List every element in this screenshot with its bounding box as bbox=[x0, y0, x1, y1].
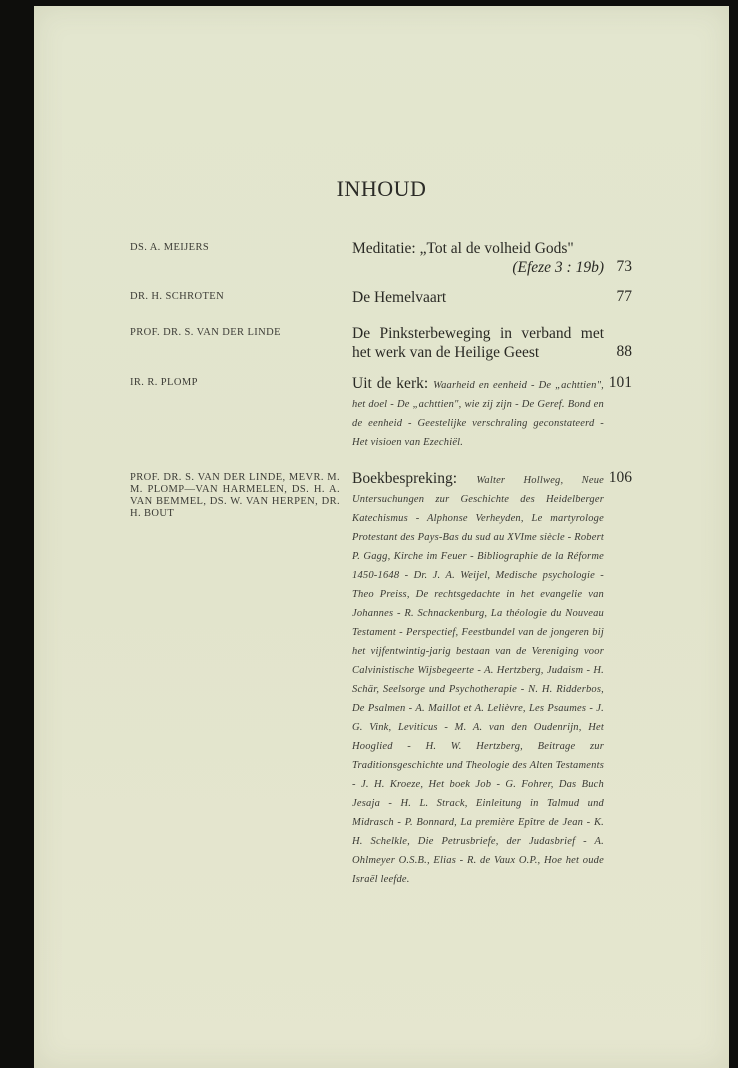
entry-author: DS. A. MEIJERS bbox=[130, 242, 210, 253]
entry-heading: Boekbespreking: bbox=[352, 470, 458, 487]
entry-page-number: 101 bbox=[608, 374, 632, 391]
entry-author: DR. H. SCHROTEN bbox=[130, 291, 225, 302]
entry-author: PROF. DR. S. VAN DER LINDE bbox=[130, 327, 281, 338]
entry-reference: (Efeze 3 : 19b) bbox=[512, 259, 604, 276]
entry-heading: Uit de kerk: bbox=[352, 375, 429, 392]
entry-detail: Walter Hollweg, Neue Untersuchungen zur Geschichte des Heidelberger Katechismus - Alphonse Verheyden, Le martyrologe Protestant des Pays-Bas du sud au XVIme siècle - Robert P. Gagg, Kirche im Feuer - Bibliographie de la Réforme 1450-1648 - Dr. J. A. Weijel, Medische psychologie - Theo Preiss, De rechtsgedachte in het evangelie van Johannes - R. Schnackenburg, La théologie du Nouveau Testament - Perspectief, Feestbundel van de jongeren bij het vijfentwintig-jarig bestaan van de Vereniging voor Calvinistische Wijsbegeerte - A. Hertzberg, Judaism - H. Schär, Seelsorge und Psychotherapie - N. H. Ridderbos, De Psalmen - A. Maillot et A. Lelièvre, Les Psaumes - J. G. Vink, Leviticus - M. A. van den Oudenrijn, Het Hooglied - H. W. Hertzberg, Beitrage zur Traditionsgeschichte und Theologie des Alten Testaments - J. H. Kroeze, Het boek Job - G. Fohrer, Das Buch Jesaja - H. L. Strack, Einleitung in Talmud und Midrasch - P. Bonnard, La première Epître de Jean - K. H. Schelkle, Die Petrusbriefe, der Judasbrief - A. Ohlmeyer O.S.B., Elias - R. de Vaux O.P., Hoe het oude Israël leefde. bbox=[352, 475, 604, 885]
entry-content bbox=[352, 469, 604, 887]
entry-page-number: 106 bbox=[608, 469, 632, 486]
entry-content bbox=[352, 288, 604, 307]
entry-page-number: 77 bbox=[616, 288, 632, 305]
entry-page-number: 88 bbox=[616, 343, 632, 360]
document-page bbox=[34, 6, 729, 1068]
entry-detail: Waarheid en eenheid - De „achttien", het doel - De „achttien", wie zij zijn - De Geref. Bond en de eenheid - Geestelijke verschraling geconstateerd - Het visioen van Ezechiël. bbox=[352, 380, 604, 448]
entry-author: PROF. DR. S. VAN DER LINDE, MEVR. M. M. PLOMP—VAN HARMELEN, DS. H. A. VAN BEMMEL, DS. W. VAN HERPEN, DR. H. BOUT bbox=[130, 472, 340, 519]
entry-author: IR. R. PLOMP bbox=[130, 377, 198, 388]
entry-content bbox=[352, 239, 604, 277]
entry-heading: Meditatie: „Tot al de volheid Gods" bbox=[352, 240, 574, 257]
entry-heading: De Hemelvaart bbox=[352, 289, 447, 306]
entry-page-number: 73 bbox=[616, 258, 632, 275]
page-title: INHOUD bbox=[336, 176, 427, 201]
entry-heading: De Pinksterbeweging in verband met het werk van de Heilige Geest bbox=[352, 325, 604, 361]
entry-content bbox=[352, 374, 604, 450]
entry-content bbox=[352, 324, 604, 362]
